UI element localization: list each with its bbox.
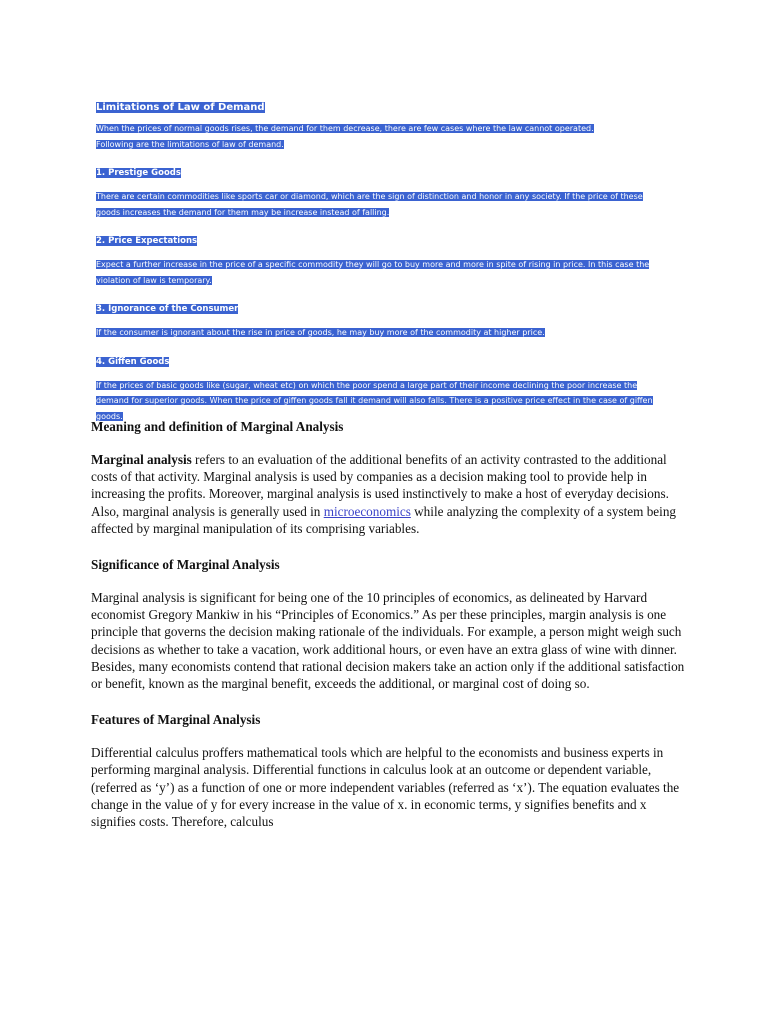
paragraph-definition: Marginal analysis refers to an evaluation of the additional benefits of an activity contrasted to the additional costs of that activity. Marginal analysis is used by companies as a decision making tool to provide help in increasing the profits. Moreover, marginal analysis is used instinctively to make a host of everyday decisions. Also, marginal analysis is generally used in microeconomics while analyzing the complexity of a system being affected by marginal manipulation of its comprising variables. [91,452,677,536]
section-text: There are certain commodities like sports car or diamond, which are the sign of distinction and honor in any society. If the price of these goods increases the demand for them may be increase instead of falling. [96,192,643,217]
heading-significance: Significance of Marginal Analysis [91,557,280,573]
paragraph-significance: Marginal analysis is significant for being one of the 10 principles of economics, as delineated by Harvard economist Gregory Mankiw in his “Principles of Economics.” As per these principles, margin analysis is one principle that governs the decision making rationale of the individuals. For example, a person might weigh such decisions as whether to take a vacation, work additional hours, or even have an extra glass of wine with dinner. Besides, many economists contend that rational decision makers take an action only if the additional satisfaction or benefit, known as the marginal benefit, exceeds the additional, or marginal cost of doing so. [91,590,685,692]
section-heading: 2. Price Expectations [96,236,198,246]
section-heading: 1. Prestige Goods [96,168,181,178]
paragraph-features: Differential calculus proffers mathematical tools which are helpful to the economists and business experts in performing marginal analysis. Differential functions in calculus look at an outcome or dependent variable, (referred as ‘y’) as a function of one or more independent variables (referred as ‘x’). The equation evaluates the change in the value of y for every increase in the value of x. in economic terms, y signifies benefits and x signifies costs. Therefore, calculus [91,745,680,830]
limitations-title: Limitations of Law of Demand [96,102,265,113]
document-body [91,418,686,830]
section-heading: 3. Ignorance of the Consumer [96,304,239,314]
term-bold: Marginal analysis [91,452,192,467]
heading-meaning: Meaning and definition of Marginal Analysis [91,419,344,434]
intro-line-2: Following are the limitations of law of demand. [96,139,284,149]
section-text: If the consumer is ignorant about the rise in price of goods, he may buy more of the commodity at higher price. [96,328,545,337]
selected-text-block[interactable] [96,95,656,424]
intro-line-1: When the prices of normal goods rises, the demand for them decrease, there are few cases where the law cannot operated. [96,124,594,133]
section-text: Expect a further increase in the price of a specific commodity they will go to buy more and more in spite of rising in price. In this case the violation of law is temporary. [96,260,650,285]
section-text: If the prices of basic goods like (sugar, wheat etc) on which the poor spend a large part of their income declining the poor increase the demand for superior goods. When the price of giffen goods fall it demand will also falls. There is a positive price effect in the case of giffen goods. [96,380,653,421]
heading-features: Features of Marginal Analysis [91,712,261,728]
section-heading: 4. Giffen Goods [96,356,170,367]
microeconomics-link[interactable]: microeconomics [323,503,411,519]
